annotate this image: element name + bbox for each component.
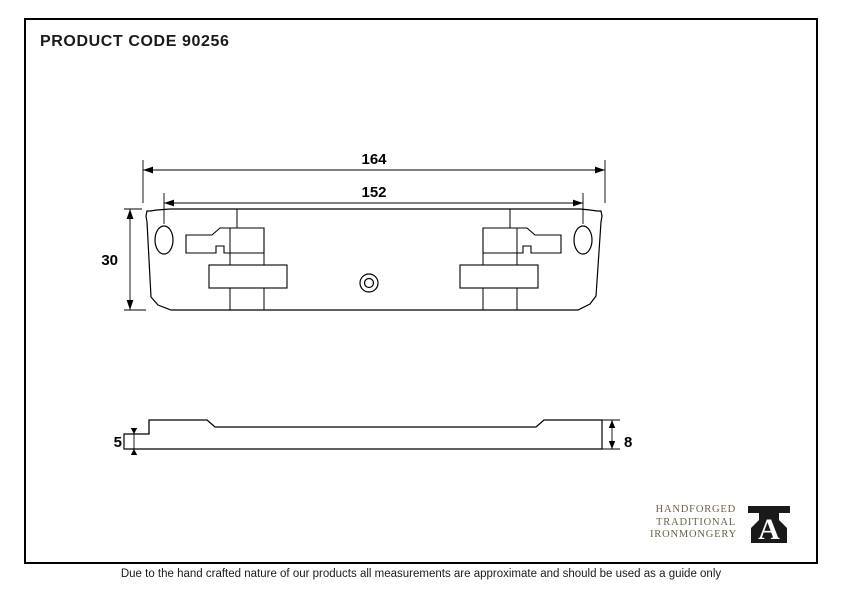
right-lower-recess bbox=[460, 265, 538, 288]
dimension-30 bbox=[101, 209, 146, 310]
brand-line-2: TRADITIONAL bbox=[656, 516, 736, 528]
dimension-label-30: 30 bbox=[101, 252, 118, 269]
dimension-label-152: 152 bbox=[361, 184, 387, 201]
centre-hole-inner bbox=[365, 279, 374, 288]
brand-logo-letter: A bbox=[758, 513, 780, 546]
brand-text bbox=[650, 504, 736, 542]
brand-line-3: IRONMONGERY bbox=[650, 529, 737, 540]
footer-disclaimer: Due to the hand crafted nature of our products all measurements are approximate and should be used as a guide only bbox=[120, 568, 722, 580]
page-title: PRODUCT CODE 90256 bbox=[40, 33, 230, 50]
left-lower-recess bbox=[209, 265, 287, 288]
dimension-label-8: 8 bbox=[624, 434, 633, 451]
technical-drawing bbox=[24, 18, 818, 564]
left-screw-hole bbox=[155, 226, 173, 254]
dimension-label-164: 164 bbox=[361, 151, 387, 168]
brand-block bbox=[650, 498, 790, 552]
right-screw-hole bbox=[574, 226, 592, 254]
dimension-8 bbox=[602, 420, 632, 451]
anvil-logo-icon bbox=[746, 498, 792, 548]
brand-line-1: HANDFORGED bbox=[655, 504, 736, 515]
plan-view bbox=[146, 209, 602, 310]
side-elevation bbox=[124, 420, 602, 449]
dimension-label-5: 5 bbox=[113, 434, 122, 451]
